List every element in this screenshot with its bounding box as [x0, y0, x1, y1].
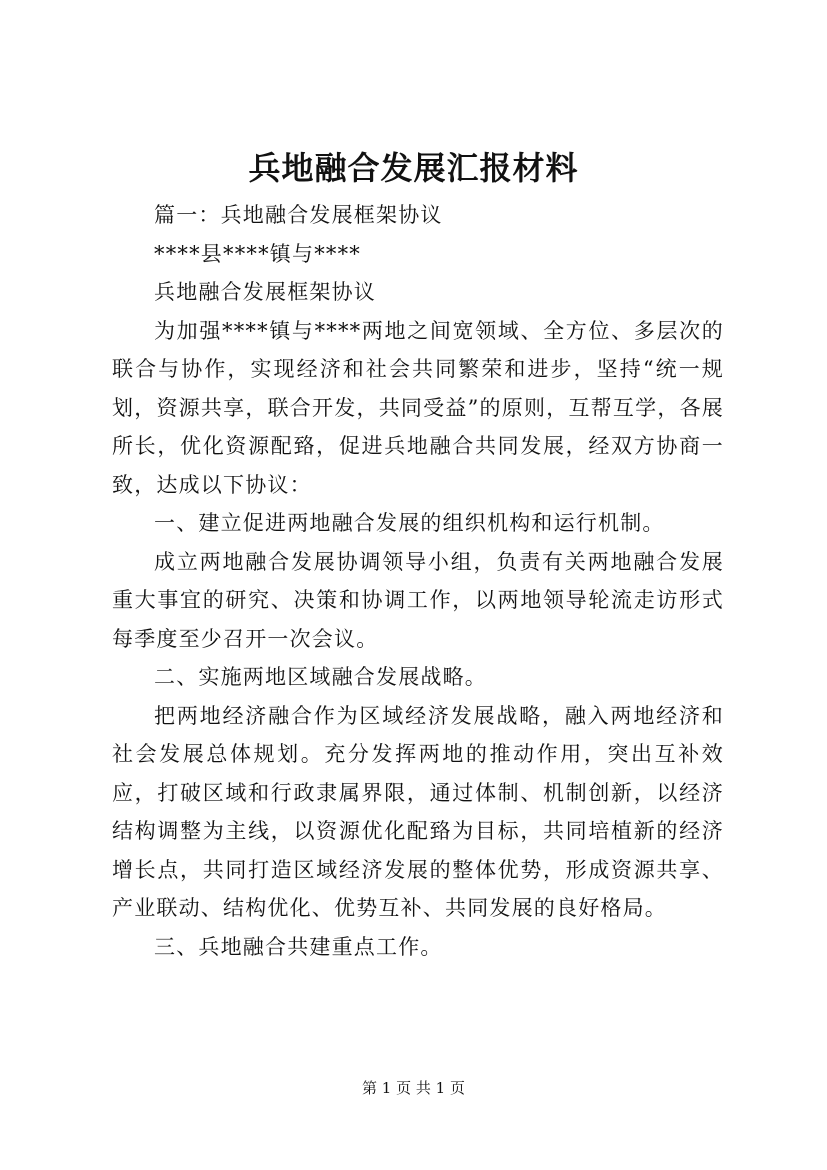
paragraph-preamble: 为加强****镇与****两地之间宽领域、全方位、多层次的联合与协作，实现经济和社会共同繁荣和进步，坚持“统一规划，资源共享，联合开发，共同受益”的原则，互帮互学，各展所长，优化资源配臵，促进兵地融合共同发展，经双方协商一致，达成以下协议：	[112, 318, 724, 497]
paragraph-item-2-body: 把两地经济融合作为区域经济发展战略，融入两地经济和社会发展总体规划。充分发挥两地的推动作用，突出互补效应，打破区域和行政隶属界限，通过体制、机制创新，以经济结构调整为主线，以资源优化配臵为目标，共同培植新的经济增长点，共同打造区域经济发展的整体优势，形成资源共享、产业联动、结构优化、优势互补、共同发展的良好格局。	[112, 703, 724, 920]
document-body	[112, 196, 724, 966]
paragraph-item-1-heading: 一、建立促进两地融合发展的组织机构和运行机制。	[154, 511, 665, 535]
paragraph-section-heading: 篇一：兵地融合发展框架协议	[154, 203, 443, 227]
document-title: 兵地融合发展汇报材料	[248, 149, 579, 187]
paragraph-item-1-body: 成立两地融合发展协调领导小组，负责有关两地融合发展重大事宜的研究、决策和协调工作，以两地领导轮流走访形式每季度至少召开一次会议。	[112, 549, 724, 651]
page-footer: 第 1 页 共 1 页	[362, 1079, 465, 1097]
paragraph-item-2-heading: 二、实施两地区域融合发展战略。	[154, 665, 487, 689]
paragraph-item-3-heading: 三、兵地融合共建重点工作。	[154, 934, 443, 959]
paragraph-parties: ****县****镇与****	[154, 241, 361, 266]
paragraph-agreement-name: 兵地融合发展框架协议	[154, 280, 376, 304]
